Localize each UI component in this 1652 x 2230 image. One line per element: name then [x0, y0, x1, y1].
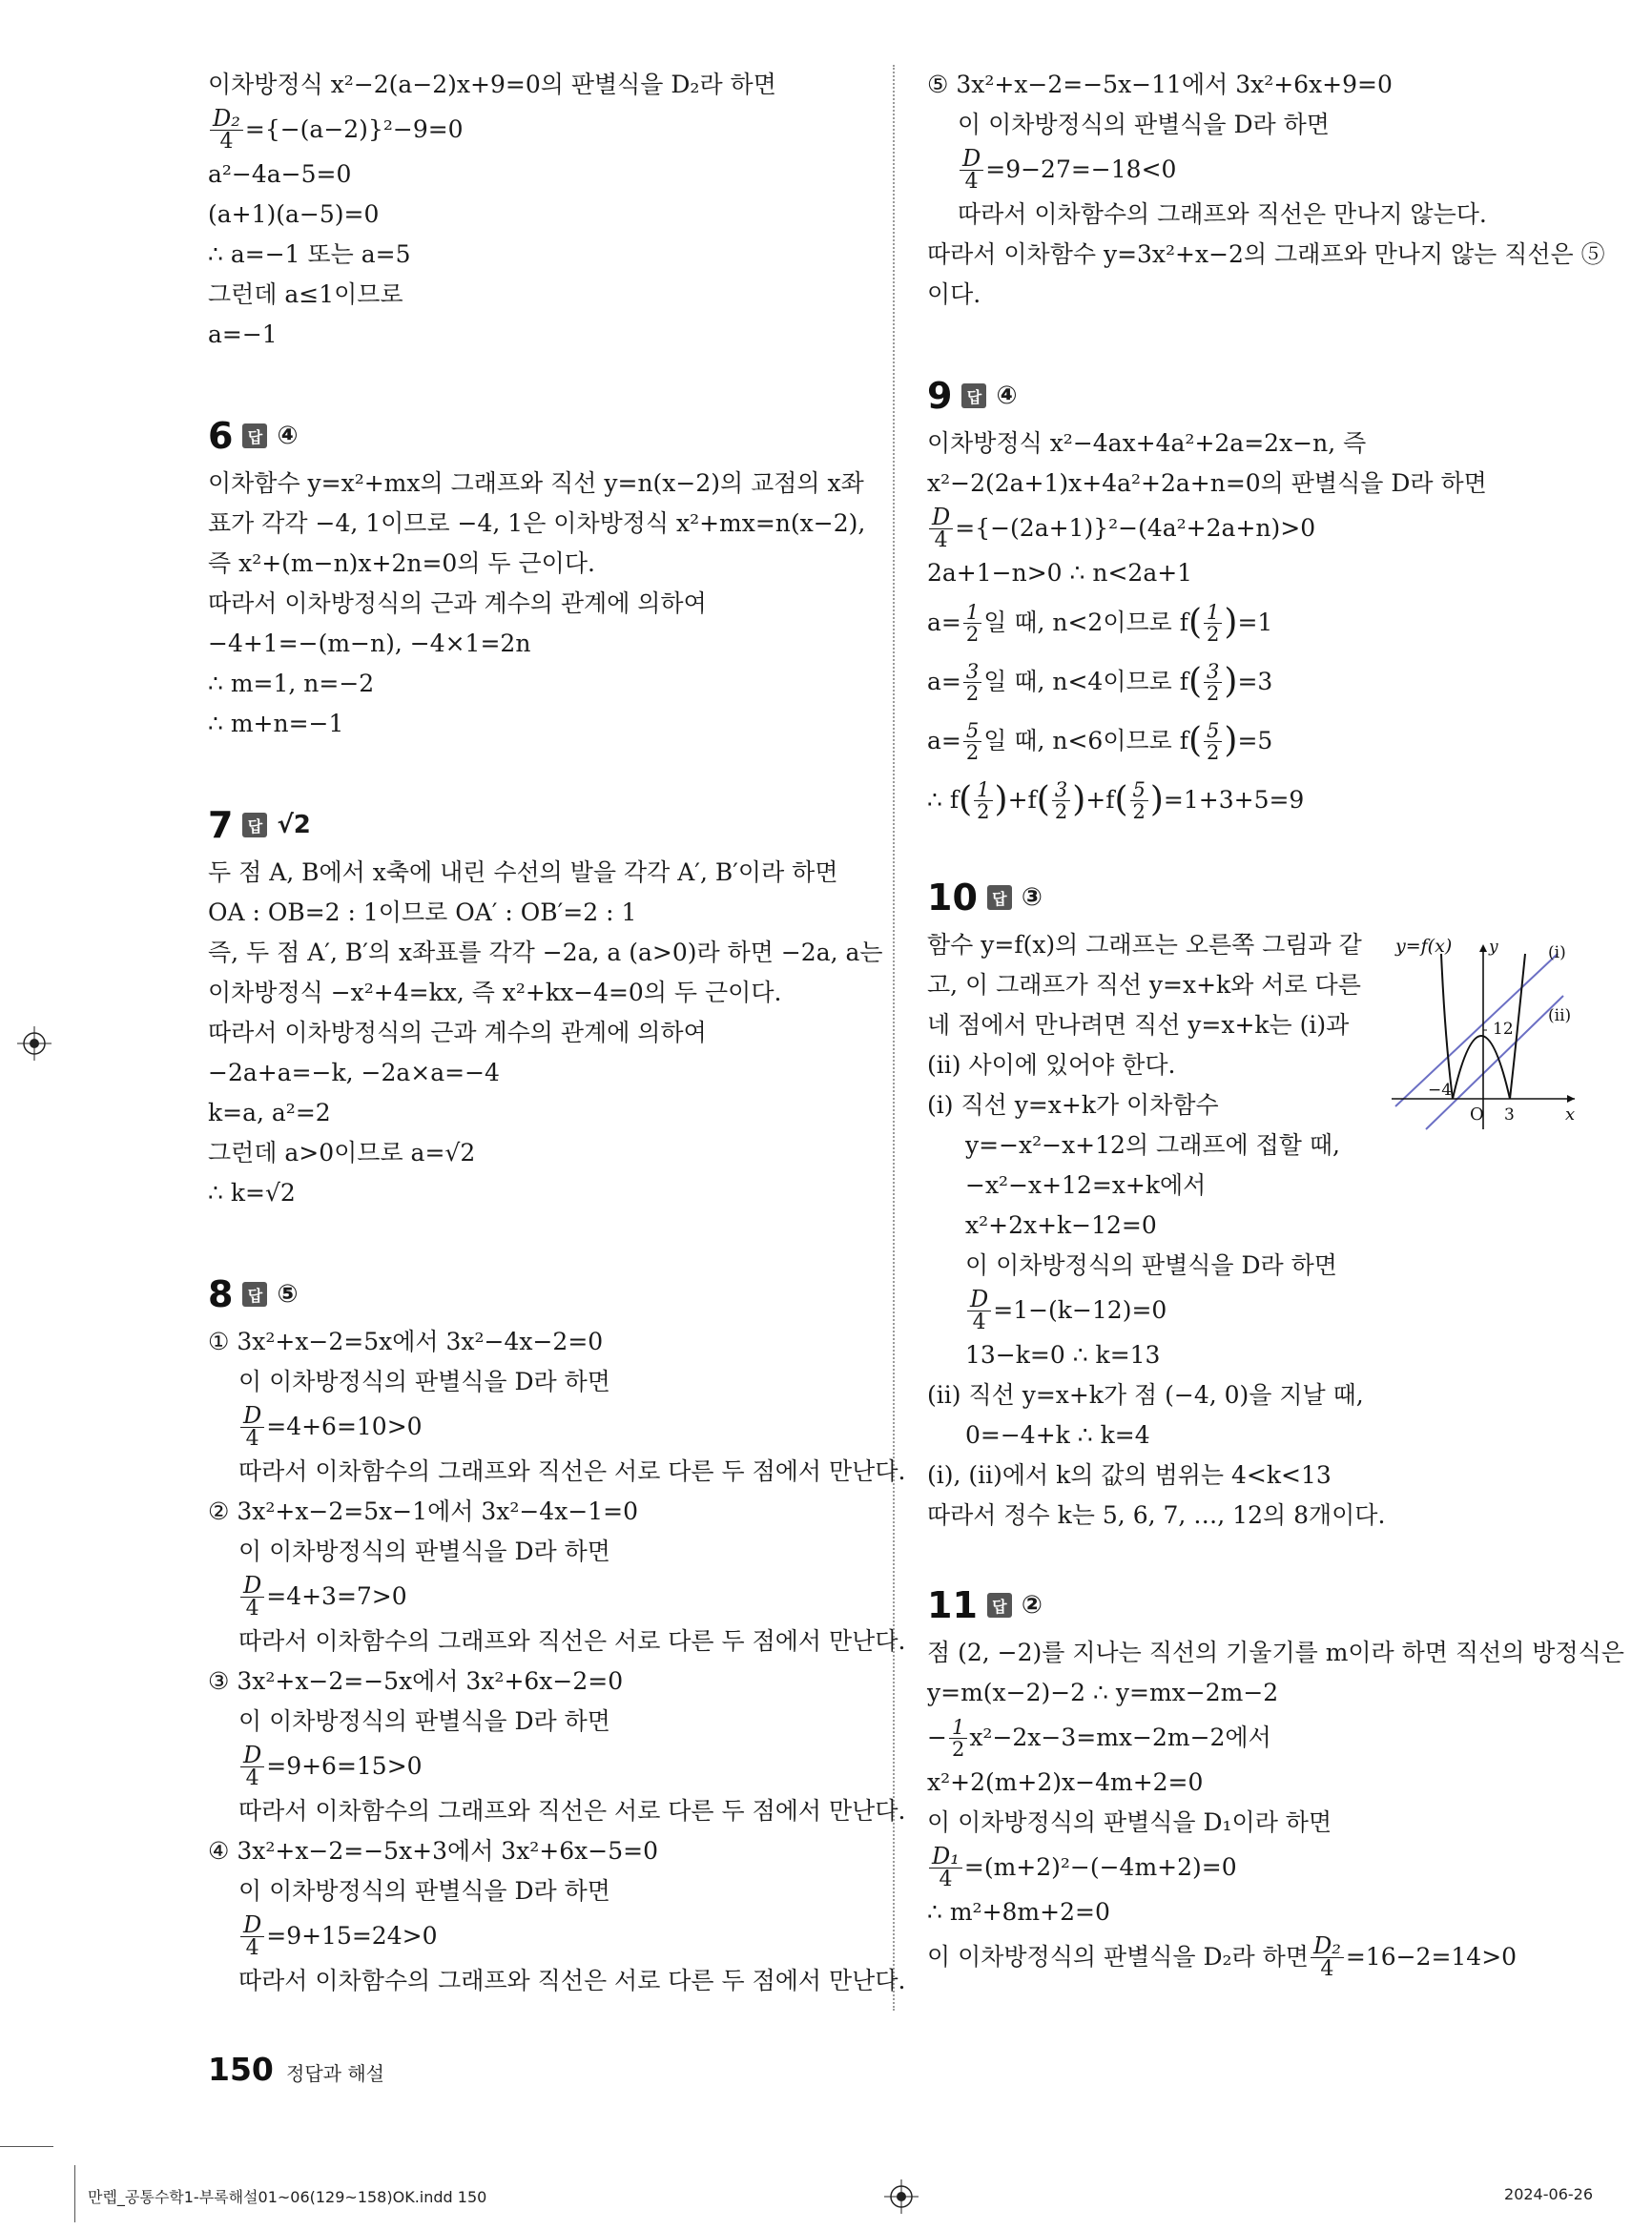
- fraction: $\frac{1}{2}$: [974, 779, 992, 822]
- text-line: 두 점 A, B에서 x축에 내린 수선의 발을 각각 A′, B′이라 하면: [208, 858, 838, 886]
- text-line: 이 이차방정식의 판별식을 D라 하면: [965, 1251, 1337, 1279]
- text-line: 그런데 a>0이므로 a=√2: [208, 1139, 476, 1167]
- problem-number: 11: [927, 1584, 978, 1626]
- svg-text:O: O: [1470, 1105, 1484, 1125]
- fraction: $\frac{5}{2}$: [1130, 779, 1148, 822]
- fraction: $\frac{\text{D₂}}{4}$: [1311, 1934, 1344, 1981]
- text-line: 고, 이 그래프가 직선 y=x+k와 서로 다른: [927, 971, 1361, 999]
- equation-line: ∴ f ( $\frac{1}{2}$ ) +f ( $\frac{3}{2}$ ) +f ( $\frac{5}{2}$ ) =1+3+5=9: [927, 777, 1305, 823]
- answer-badge: 답: [987, 885, 1012, 910]
- text-line: 이 이차방정식의 판별식을 D라 하면: [238, 1368, 610, 1395]
- text-line: −4+1=−(m−n), −4×1=2n: [208, 630, 531, 657]
- left-branch: [1441, 954, 1453, 1099]
- text-line: 따라서 이차함수의 그래프와 직선은 서로 다른 두 점에서 만난다.: [238, 1457, 906, 1485]
- answer-badge: 답: [242, 1282, 267, 1307]
- text-line: ② 3x²+x−2=5x−1에서 3x²−4x−1=0: [208, 1497, 639, 1525]
- problem-7-header: [208, 803, 866, 847]
- fraction: $\frac{5}{2}$: [963, 720, 981, 763]
- fraction: $\frac{1}{2}$: [963, 602, 981, 645]
- text-line: 즉, 두 점 A′, B′의 x좌표를 각각 −2a, a (a>0)라 하면 −2a, a는: [208, 939, 883, 966]
- equation-line: $\frac{D}{4}$ =1−(k−12)=0: [927, 1286, 1595, 1335]
- equation-line: − $\frac{1}{2}$ x²−2x−3=mx−2m−2에서: [927, 1715, 1271, 1761]
- text-line: 따라서 이차방정식의 근과 계수의 관계에 의하여: [208, 589, 707, 617]
- text-line: y=m(x−2)−2 ∴ y=mx−2m−2: [927, 1679, 1279, 1706]
- fraction: $\frac{1}{2}$: [949, 1717, 967, 1760]
- answer-badge: 답: [987, 1593, 1012, 1618]
- svg-text:3: 3: [1504, 1105, 1515, 1125]
- equation-line: a= $\frac{5}{2}$ 일 때, n<6이므로 f ( $\frac{5}{2}$ ) =5: [927, 718, 1273, 764]
- answer-badge: 답: [242, 423, 267, 448]
- answer-value: ④: [277, 422, 299, 450]
- equation-line: $\frac{D}{4}$ ={−(2a+1)}²−(4a²+2a+n)>0: [927, 504, 1595, 553]
- svg-text:y: y: [1489, 938, 1498, 957]
- registration-mark-left: [17, 1026, 52, 1061]
- problem-number: 7: [208, 804, 234, 846]
- text-line: k=a, a²=2: [208, 1099, 331, 1126]
- svg-text:(i): (i): [1548, 943, 1566, 962]
- equation-line: $\frac{\text{D₁}}{4}$ =(m+2)²−(−4m+2)=0: [927, 1843, 1595, 1892]
- text-line: 이차방정식 −x²+4=kx, 즉 x²+kx−4=0의 두 근이다.: [208, 979, 782, 1006]
- print-slug: [0, 2178, 1652, 2216]
- svg-text:−4: −4: [1428, 1081, 1453, 1100]
- fraction: $\frac{1}{2}$: [1204, 602, 1222, 645]
- text-line: 0=−4+k ∴ k=4: [965, 1421, 1150, 1449]
- text-line: ∴ m²+8m+2=0: [927, 1898, 1110, 1926]
- problem-11-header: [927, 1583, 1595, 1627]
- text-line: 네 점에서 만나려면 직선 y=x+k는 (i)과: [927, 1011, 1350, 1039]
- problem-number: 10: [927, 877, 978, 919]
- fraction: $\frac{3}{2}$: [1052, 779, 1070, 822]
- text-line: ∴ k=√2: [208, 1179, 296, 1207]
- equation-line: $\frac{D}{4}$ =9−27=−18<0: [927, 145, 1595, 195]
- text-line: 따라서 이차방정식의 근과 계수의 관계에 의하여: [208, 1019, 707, 1046]
- svg-text:y=f(x): y=f(x): [1395, 936, 1453, 957]
- text-line: 따라서 정수 k는 5, 6, 7, …, 12의 8개이다.: [927, 1501, 1386, 1529]
- text-line: a=−1: [208, 320, 278, 348]
- text-line: 이 이차방정식의 판별식을 D라 하면: [958, 111, 1330, 138]
- answer-value: √2: [277, 811, 311, 839]
- problem-6-header: [208, 414, 866, 458]
- fraction: $\frac{5}{2}$: [1204, 720, 1222, 763]
- line-ii: [1426, 996, 1563, 1129]
- fraction: $\frac{D}{4}$: [240, 1404, 264, 1451]
- function-graph: [1388, 925, 1579, 1137]
- equation-line: a= $\frac{1}{2}$ 일 때, n<2이므로 f ( $\frac{1}{2}$ ) =1: [927, 600, 1273, 646]
- equation-line: $\frac{D}{4}$ =9+6=15>0: [208, 1742, 866, 1791]
- fraction: $\frac{D}{4}$: [967, 1288, 991, 1334]
- text-line: 이 이차방정식의 판별식을 D라 하면: [238, 1877, 610, 1905]
- text-line: 그런데 a≤1이므로: [208, 280, 403, 308]
- answer-value: ③: [1021, 883, 1043, 912]
- text-line: x²+2x+k−12=0: [965, 1211, 1157, 1239]
- text-line: (ii) 직선 y=x+k가 점 (−4, 0)을 지날 때,: [927, 1381, 1364, 1409]
- text-line: a²−4a−5=0: [208, 160, 352, 188]
- fraction: $\frac{\text{D₁}}{4}$: [929, 1845, 962, 1891]
- text-line: y=−x²−x+12의 그래프에 접할 때,: [965, 1131, 1340, 1159]
- text-line: 13−k=0 ∴ k=13: [965, 1341, 1161, 1369]
- text-line: ∴ a=−1 또는 a=5: [208, 240, 411, 268]
- text-line: x²−2(2a+1)x+4a²+2a+n=0의 판별식을 D라 하면: [927, 469, 1487, 497]
- text-line: −2a+a=−k, −2a×a=−4: [208, 1059, 500, 1086]
- left-column: [208, 65, 906, 2001]
- text-line: (i), (ii)에서 k의 값의 범위는 4<k<13: [927, 1461, 1332, 1489]
- text-line: 따라서 이차함수의 그래프와 직선은 서로 다른 두 점에서 만난다.: [238, 1967, 906, 1994]
- text-line: 표가 각각 −4, 1이므로 −4, 1은 이차방정식 x²+mx=n(x−2),: [208, 509, 866, 537]
- answer-value: ②: [1021, 1591, 1043, 1620]
- problem-number: 8: [208, 1273, 234, 1315]
- fraction: $\frac{D}{4}$: [960, 147, 983, 194]
- section-title: 정답과 해설: [286, 2062, 384, 2085]
- text-line: 따라서 이차함수의 그래프와 직선은 서로 다른 두 점에서 만난다.: [238, 1797, 906, 1825]
- file-name: 만렙_공통수학1-부록해설01~06(129~158)OK.indd 150: [88, 2188, 487, 2206]
- problem-number: 6: [208, 415, 234, 457]
- problem-9-header: [927, 374, 1595, 418]
- text-line: ∴ m+n=−1: [208, 710, 344, 737]
- text-line: (ii) 사이에 있어야 한다.: [927, 1051, 1176, 1079]
- svg-text:12: 12: [1493, 1020, 1514, 1039]
- equation-line: 이 이차방정식의 판별식을 D₂라 하면 $\frac{\text{D₂}}{4}$ =16−2=14>0: [927, 1931, 1518, 1981]
- text-line: 따라서 이차함수 y=3x²+x−2의 그래프와 만나지 않는 직선은 ⑤: [927, 240, 1605, 268]
- fraction: $\frac{3}{2}$: [1204, 661, 1222, 704]
- column-divider: [893, 65, 895, 2011]
- line-i: [1395, 954, 1558, 1106]
- text-line: 2a+1−n>0 ∴ n<2a+1: [927, 559, 1193, 587]
- text-line: 점 (2, −2)를 지나는 직선의 기울기를 m이라 하면 직선의 방정식은: [927, 1639, 1624, 1666]
- fraction: $\frac{D}{4}$: [240, 1574, 264, 1621]
- answer-value: ⑤: [277, 1280, 299, 1309]
- answer-value: ④: [996, 382, 1018, 410]
- text-line: 이 이차방정식의 판별식을 D₁이라 하면: [927, 1808, 1332, 1836]
- fraction: $\frac{\text{D₂}}{4}$: [210, 107, 243, 154]
- fraction: $\frac{D}{4}$: [240, 1913, 264, 1960]
- text-line: 이 이차방정식의 판별식을 D라 하면: [238, 1707, 610, 1735]
- problem-10-header: [927, 876, 1595, 919]
- equation-line: $\frac{D}{4}$ =9+15=24>0: [208, 1911, 866, 1961]
- fraction: $\frac{3}{2}$: [963, 661, 981, 704]
- text-line: 이차방정식 x²−4ax+4a²+2a=2x−n, 즉: [927, 429, 1367, 457]
- text-line: ① 3x²+x−2=5x에서 3x²−4x−2=0: [208, 1328, 604, 1355]
- text-line: 이다.: [927, 280, 981, 308]
- text-line: (a+1)(a−5)=0: [208, 200, 380, 228]
- text-line: ④ 3x²+x−2=−5x+3에서 3x²+6x−5=0: [208, 1837, 658, 1865]
- svg-text:(ii): (ii): [1548, 1006, 1572, 1025]
- text-line: OA : OB=2 : 1이므로 OA′ : OB′=2 : 1: [208, 898, 637, 926]
- svg-text:x: x: [1565, 1105, 1576, 1125]
- equation-line: $\frac{D}{4}$ =4+6=10>0: [208, 1402, 866, 1452]
- fraction: $\frac{D}{4}$: [929, 506, 953, 552]
- text-line: x²+2(m+2)x−4m+2=0: [927, 1768, 1204, 1796]
- text-line: (i) 직선 y=x+k가 이차함수: [927, 1091, 1219, 1119]
- problem-number: 9: [927, 375, 953, 417]
- text-line: 따라서 이차함수의 그래프와 직선은 서로 다른 두 점에서 만난다.: [238, 1627, 906, 1655]
- text-line: 즉 x²+(m−n)x+2n=0의 두 근이다.: [208, 549, 595, 577]
- answer-badge: 답: [961, 383, 986, 408]
- problem-8-header: [208, 1272, 866, 1316]
- text-line: 이차함수 y=x²+mx의 그래프와 직선 y=n(x−2)의 교점의 x좌: [208, 469, 864, 497]
- crop-mark: [0, 2146, 53, 2147]
- answer-badge: 답: [242, 813, 267, 837]
- equation-line: $\frac{\text{D₂}}{4}$ ={−(a−2)}²−9=0: [208, 105, 866, 155]
- text-line: ⑤ 3x²+x−2=−5x−11에서 3x²+6x+9=0: [927, 71, 1393, 98]
- equation-line: $\frac{D}{4}$ =4+3=7>0: [208, 1572, 866, 1621]
- text-line: 이차방정식 x²−2(a−2)x+9=0의 판별식을 D₂라 하면: [208, 71, 776, 98]
- text-line: ③ 3x²+x−2=−5x에서 3x²+6x−2=0: [208, 1667, 624, 1695]
- text-line: 따라서 이차함수의 그래프와 직선은 만나지 않는다.: [958, 200, 1487, 228]
- equation-line: a= $\frac{3}{2}$ 일 때, n<4이므로 f ( $\frac{3}{2}$ ) =3: [927, 659, 1273, 705]
- text-line: −x²−x+12=x+k에서: [965, 1171, 1207, 1199]
- page-number: 150: [208, 2051, 274, 2088]
- text-line: 이 이차방정식의 판별식을 D라 하면: [238, 1538, 610, 1565]
- print-date: 2024-06-26: [1504, 2185, 1593, 2203]
- text-line: 함수 y=f(x)의 그래프는 오른쪽 그림과 같: [927, 931, 1362, 959]
- fraction: $\frac{D}{4}$: [240, 1744, 264, 1790]
- text-line: ∴ m=1, n=−2: [208, 670, 375, 697]
